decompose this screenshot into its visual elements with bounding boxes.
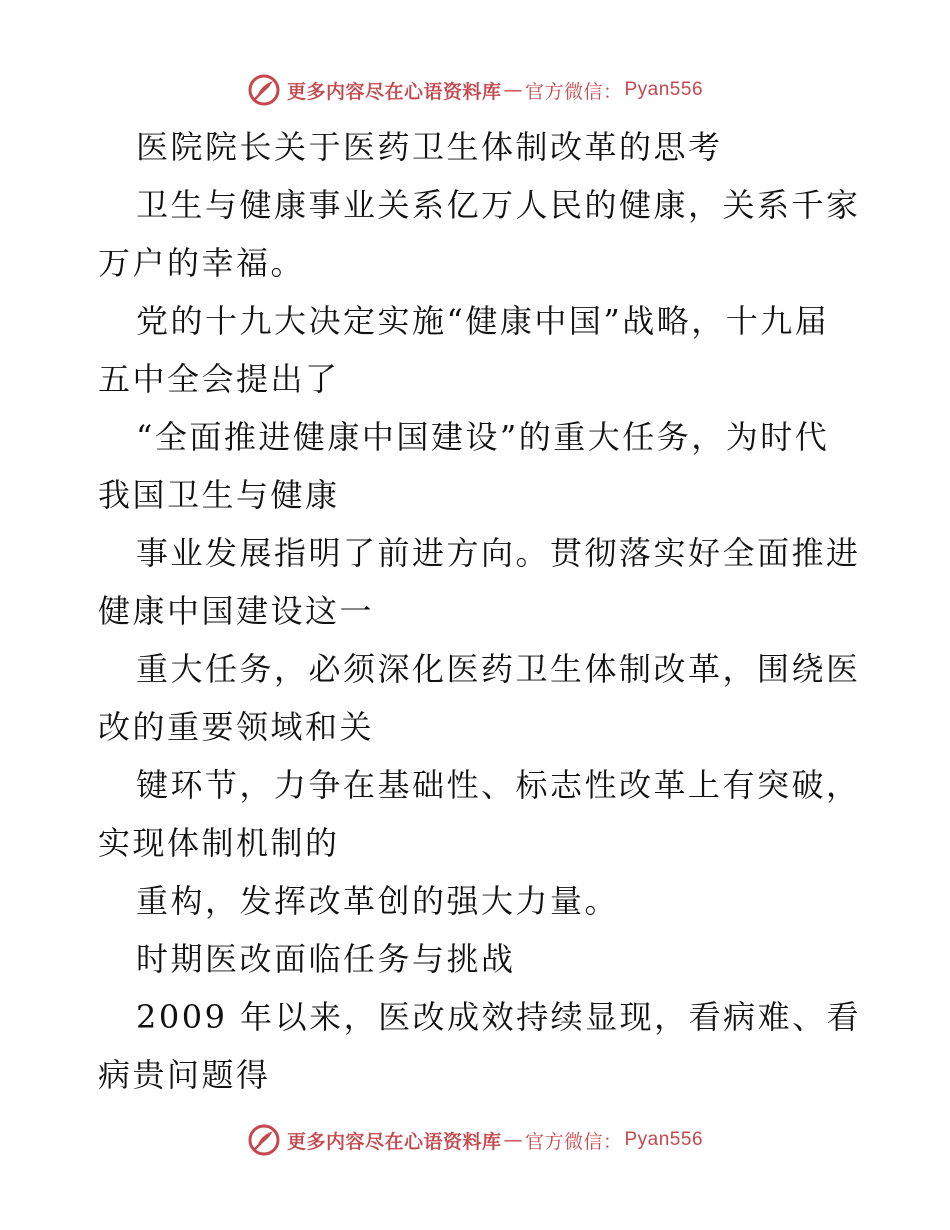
footer-banner [0,1120,950,1160]
banner-title: 更多内容尽在心语资料库 [286,80,502,103]
text-line: 万户的幸福。 [98,244,306,282]
logo-icon [247,73,281,107]
text-line: 医院院长关于医药卫生体制改革的思考 [136,128,723,166]
banner-dash: — [503,1129,523,1151]
text-line: 时期医改面临任务与挑战 [136,940,516,978]
document-body [98,118,862,1104]
text-line: 事业发展指明了前进方向。贯彻落实好全面推进 [136,534,861,572]
text-line: 2009 年以来，医改成效持续显现，看病难、看 [136,998,862,1036]
banner-wechat-label: 官方微信： [524,1130,623,1153]
text-line: 卫生与健康事业关系亿万人民的健康，关系千家 [136,186,861,224]
text-line: 重大任务，必须深化医药卫生体制改革，围绕医 [136,650,861,688]
text-line: 重构，发挥改革创的强大力量。 [136,882,620,920]
banner-wechat-id: Pyan556 [624,79,704,100]
text-line: 病贵问题得 [98,1056,271,1094]
text-line: “全面推进健康中国建设”的重大任务，为时代 [136,418,830,456]
text-line: 健康中国建设这一 [98,592,375,630]
text-line: 五中全会提出了 [98,360,340,398]
logo-icon [247,1123,281,1157]
text-line: 党的十九大决定实施“健康中国”战略，十九届 [136,302,830,340]
banner-wechat-id: Pyan556 [624,1129,704,1150]
banner-title: 更多内容尽在心语资料库 [286,1130,502,1153]
text-line: 实现体制机制的 [98,824,340,862]
text-line: 键环节，力争在基础性、标志性改革上有突破， [136,766,861,804]
banner-dash: — [503,79,523,101]
header-banner [0,70,950,110]
banner-wechat-label: 官方微信： [524,80,623,103]
text-line: 改的重要领域和关 [98,708,375,746]
text-line: 我国卫生与健康 [98,476,340,514]
